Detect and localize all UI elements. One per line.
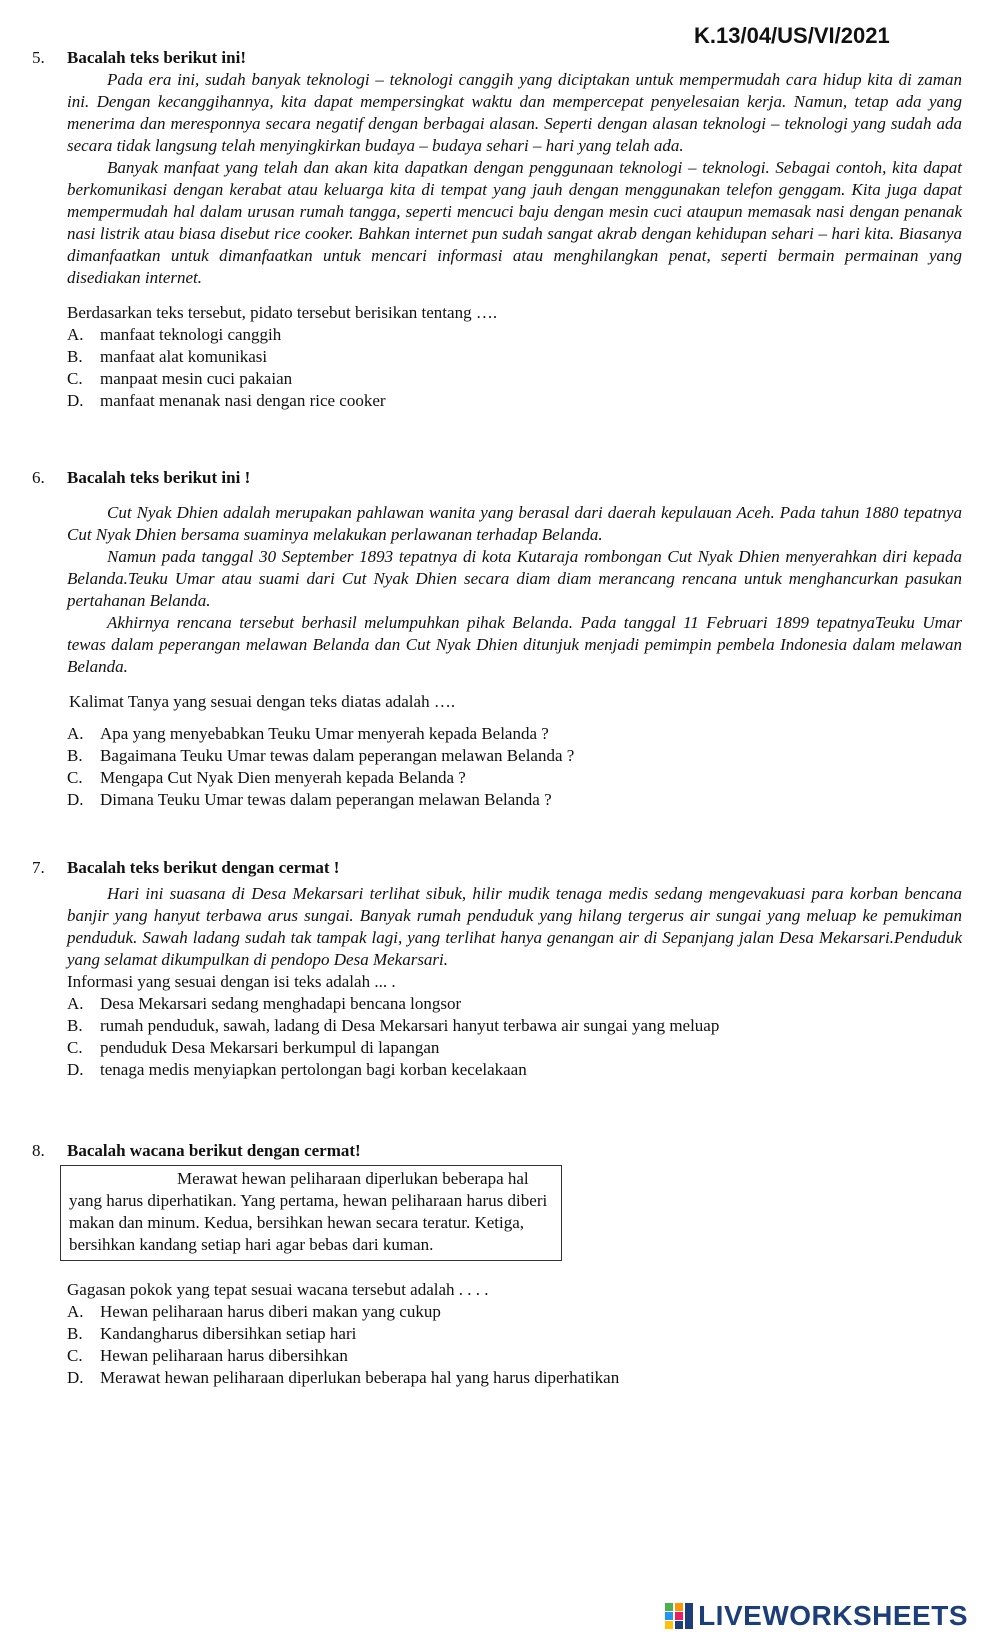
liveworksheets-icon: [665, 1603, 695, 1629]
option-letter: B.: [67, 1324, 83, 1343]
question-7: [32, 857, 962, 1081]
option-text: Apa yang menyebabkan Teuku Umar menyerah kepada Belanda ?: [100, 724, 549, 743]
reading-passage: [67, 883, 962, 971]
box-text: Merawat hewan peliharaan diperlukan beberapa hal yang harus diperhatikan. Yang pertama, hewan peliharaan harus diberi makan dan minum. Kedua, bersihkan hewan secara teratur. Ketiga, bersihkan kandang setiap hari agar bebas dari kuman.: [69, 1169, 548, 1254]
option-letter: C.: [67, 1346, 83, 1365]
option-letter: A.: [67, 1302, 84, 1321]
answer-option-c[interactable]: [67, 767, 962, 789]
question-6: [32, 467, 962, 811]
option-text: tenaga medis menyiapkan pertolongan bagi korban kecelakaan: [100, 1060, 527, 1079]
liveworksheets-logo[interactable]: [665, 1600, 968, 1631]
answer-option-d[interactable]: [67, 390, 962, 412]
answer-option-d[interactable]: [67, 1059, 962, 1081]
option-letter: C.: [67, 369, 83, 388]
question-number: 6.: [32, 468, 45, 487]
option-text: manfaat menanak nasi dengan rice cooker: [100, 391, 386, 410]
answer-option-b[interactable]: [67, 745, 962, 767]
answer-option-a[interactable]: [67, 723, 962, 745]
question-prompt: Kalimat Tanya yang sesuai dengan teks diatas adalah ….: [69, 692, 456, 711]
option-text: rumah penduduk, sawah, ladang di Desa Mekarsari hanyut terbawa air sungai yang meluap: [100, 1016, 720, 1035]
answer-options: [67, 993, 962, 1081]
answer-option-c[interactable]: [67, 368, 962, 390]
answer-option-a[interactable]: [67, 993, 962, 1015]
option-text: Hewan peliharaan harus dibersihkan: [100, 1346, 348, 1365]
option-text: manpaat mesin cuci pakaian: [100, 369, 293, 388]
passage-paragraph: Banyak manfaat yang telah dan akan kita dapatkan dengan penggunaan teknologi – teknologi. Sebagai contoh, kita dapat berkomunikasi dengan kerabat atau keluarga kita di tempat yang jauh dengan menggunakan telefon genggam. Kita juga dapat mempermudah hal dalam urusan rumah tangga, seperti mencuci baju dengan mesin cuci ataupun memasak nasi dengan penanak nasi listrik atau biasa disebut rice cooker. Bahkan internet pun sudah sangat akrab dengan kehidupan sehari – hari kita. Biasanya dimanfaatkan untuk dimanfaatkan untuk mencari informasi atau menghilangkan penat, seperti bermain permainan yang disediakan internet.: [67, 158, 962, 287]
answer-option-b[interactable]: [67, 1015, 962, 1037]
question-prompt: Informasi yang sesuai dengan isi teks adalah ... .: [67, 972, 396, 991]
answer-option-a[interactable]: [67, 1301, 962, 1323]
passage-paragraph: Namun pada tanggal 30 September 1893 tepatnya di kota Kutaraja rombongan Cut Nyak Dhien menyerahkan diri kepada Belanda.Teuku Umar atau suami dari Cut Nyak Dhien secara diam diam merancang rencana untuk menghancurkan pasukan pertahanan Belanda.: [67, 547, 962, 610]
question-title: Bacalah wacana berikut dengan cermat!: [67, 1141, 361, 1160]
option-letter: D.: [67, 790, 84, 809]
option-text: Mengapa Cut Nyak Dien menyerah kepada Belanda ?: [100, 768, 466, 787]
passage-paragraph: Pada era ini, sudah banyak teknologi – teknologi canggih yang diciptakan untuk mempermudah cara hidup kita di zaman ini. Dengan kecanggihannya, kita dapat mempersingkat waktu dan mempercepat penyelesaian kerja. Namun, tetap ada yang menerima dan meresponnya secara negatif dengan berbagai alasan. Seperti dengan alasan teknologi – teknologi yang sudah ada secara tidak langsung telah menyingkirkan budaya – budaya sehari – hari yang telah ada.: [67, 70, 962, 155]
document-code: K.13/04/US/VI/2021: [694, 23, 890, 48]
option-letter: C.: [67, 1038, 83, 1057]
option-letter: D.: [67, 1060, 84, 1079]
question-number: 8.: [32, 1141, 45, 1160]
logo-text: LIVEWORKSHEETS: [698, 1600, 968, 1631]
option-letter: A.: [67, 724, 84, 743]
option-letter: D.: [67, 1368, 84, 1387]
reading-passage: [67, 69, 962, 289]
option-letter: D.: [67, 391, 84, 410]
answer-option-a[interactable]: [67, 324, 962, 346]
reading-box: [60, 1165, 562, 1261]
option-letter: B.: [67, 746, 83, 765]
option-text: Desa Mekarsari sedang menghadapi bencana longsor: [100, 994, 462, 1013]
question-title: Bacalah teks berikut dengan cermat !: [67, 858, 340, 877]
question-number: 5.: [32, 48, 45, 67]
option-letter: A.: [67, 994, 84, 1013]
answer-option-d[interactable]: [67, 1367, 962, 1389]
passage-paragraph: Akhirnya rencana tersebut berhasil melumpuhkan pihak Belanda. Pada tanggal 11 Februari 1899 tepatnyaTeuku Umar tewas dalam peperangan melawan Belanda dan Cut Nyak Dhien ditunjuk menjadi pemimpin pembela Indonesia dalam melawan Belanda.: [67, 613, 962, 676]
option-text: manfaat alat komunikasi: [100, 347, 268, 366]
answer-options: [67, 324, 962, 412]
answer-option-c[interactable]: [67, 1037, 962, 1059]
question-prompt: Gagasan pokok yang tepat sesuai wacana tersebut adalah . . . .: [67, 1280, 489, 1299]
option-text: Hewan peliharaan harus diberi makan yang cukup: [100, 1302, 441, 1321]
question-5: [32, 47, 962, 412]
option-text: Merawat hewan peliharaan diperlukan beberapa hal yang harus diperhatikan: [100, 1368, 620, 1387]
question-prompt: Berdasarkan teks tersebut, pidato tersebut berisikan tentang ….: [67, 303, 498, 322]
option-text: Kandangharus dibersihkan setiap hari: [100, 1324, 357, 1343]
option-letter: A.: [67, 325, 84, 344]
answer-option-d[interactable]: [67, 789, 962, 811]
answer-options: [67, 723, 962, 811]
passage-paragraph: Cut Nyak Dhien adalah merupakan pahlawan wanita yang berasal dari daerah kepulauan Aceh. Pada tahun 1880 tepatnya Cut Nyak Dhien bersama suaminya melakukan perlawanan terhadap Belanda.: [67, 503, 962, 544]
question-title: Bacalah teks berikut ini !: [67, 468, 251, 487]
answer-option-b[interactable]: [67, 1323, 962, 1345]
option-letter: C.: [67, 768, 83, 787]
option-text: manfaat teknologi canggih: [100, 325, 282, 344]
option-text: Bagaimana Teuku Umar tewas dalam peperangan melawan Belanda ?: [100, 746, 575, 765]
question-8: [32, 1140, 962, 1389]
option-text: Dimana Teuku Umar tewas dalam peperangan melawan Belanda ?: [100, 790, 552, 809]
reading-passage: [67, 502, 962, 678]
answer-option-c[interactable]: [67, 1345, 962, 1367]
question-number: 7.: [32, 858, 45, 877]
option-text: penduduk Desa Mekarsari berkumpul di lapangan: [100, 1038, 440, 1057]
answer-option-b[interactable]: [67, 346, 962, 368]
passage-paragraph: Hari ini suasana di Desa Mekarsari terlihat sibuk, hilir mudik tenaga medis sedang mengevakuasi para korban bencana banjir yang hanyut terbawa arus sungai. Banyak rumah penduduk yang hilang tergerus air sungai yang meluap ke pemukiman penduduk. Sawah ladang sudah tak tampak lagi, yang terlihat hanya genangan air di Sepanjang jalan Desa Mekarsari.Penduduk yang selamat dikumpulkan di pendopo Desa Mekarsari.: [67, 884, 962, 969]
option-letter: B.: [67, 1016, 83, 1035]
option-letter: B.: [67, 347, 83, 366]
question-title: Bacalah teks berikut ini!: [67, 48, 246, 67]
answer-options: [67, 1301, 962, 1389]
